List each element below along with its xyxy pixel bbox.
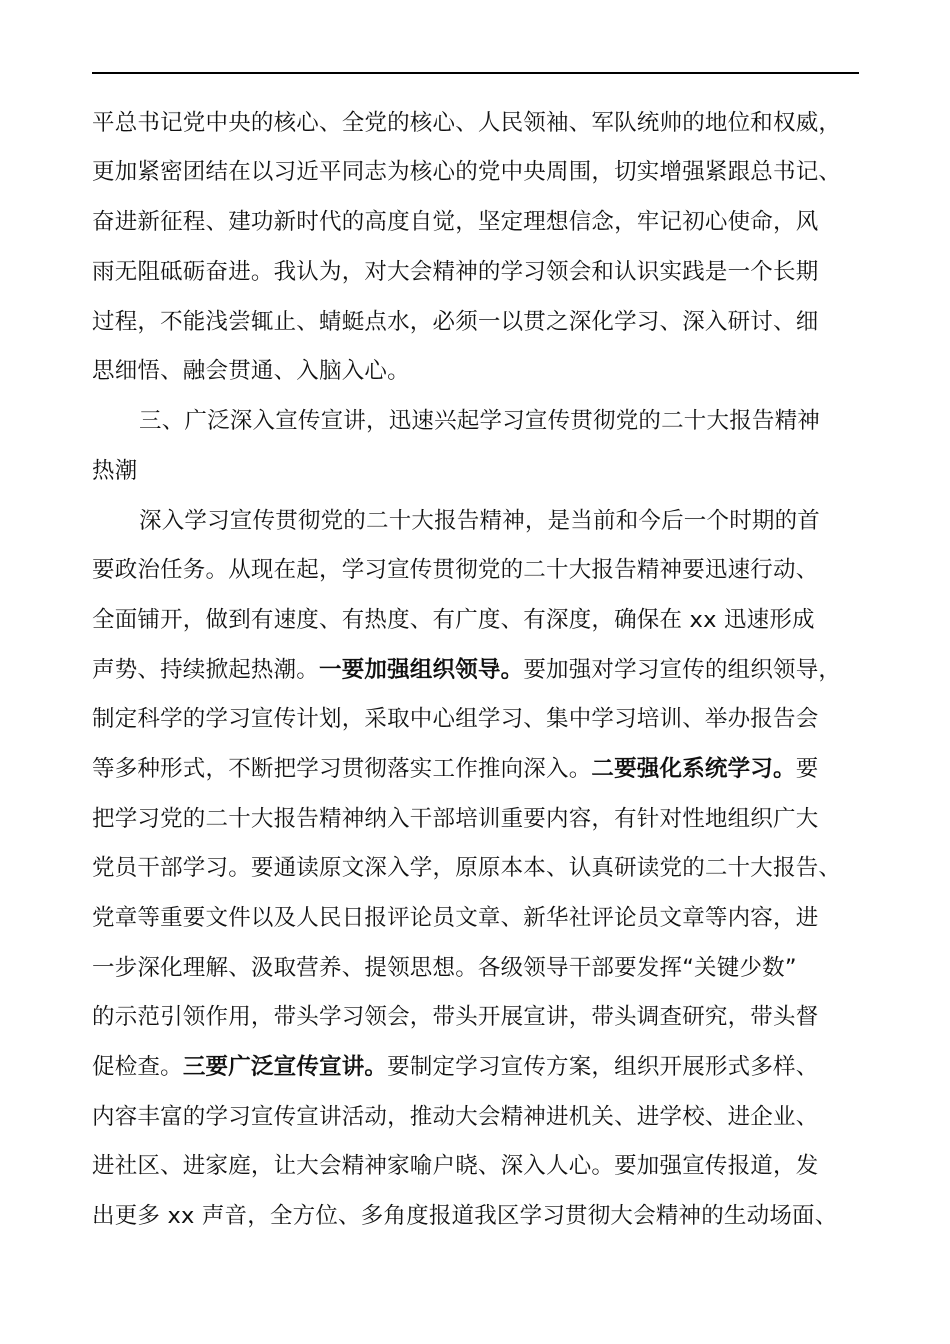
text-span: 声势、持续掀起热潮。 <box>92 657 320 683</box>
text-line: 奋进新征程、建功新时代的高度自觉，坚定理想信念，牢记初心使命，风 <box>92 209 819 235</box>
bold-point-1: 一要加强组织领导。 <box>319 657 524 683</box>
text-line: 制定科学的学习宣传计划，采取中心组学习、集中学习培训、举办报告会 <box>92 706 819 732</box>
text-span: 促检查。 <box>92 1054 183 1080</box>
text-line: 雨无阻砥砺奋进。我认为，对大会精神的学习领会和认识实践是一个长期 <box>92 259 819 285</box>
text-line: 思细悟、融会贯通、入脑入心。 <box>92 358 410 384</box>
text-line: 过程，不能浅尝辄止、蜻蜓点水，必须一以贯之深化学习、深入研讨、细 <box>92 309 819 335</box>
text-line: 的示范引领作用，带头学习领会，带头开展宣讲，带头调查研究，带头督 <box>92 1004 819 1030</box>
text-line: 出更多 xx 声音，全方位、多角度报道我区学习贯彻大会精神的生动场面、 <box>92 1203 838 1229</box>
bold-point-3: 三要广泛宣传宣讲。 <box>182 1054 388 1080</box>
text-line <box>92 1053 818 1081</box>
text-line: 党章等重要文件以及人民日报评论员文章、新华社评论员文章等内容，进 <box>92 905 819 931</box>
text-line: 更加紧密团结在以习近平同志为核心的党中央周围，切实增强紧跟总书记、 <box>92 159 842 185</box>
bold-point-2: 二要强化系统学习。 <box>591 756 796 782</box>
text-span: 要制定学习宣传方案，组织开展形式多样、 <box>387 1054 819 1080</box>
text-line: 平总书记党中央的核心、全党的核心、人民领袖、军队统帅的地位和权威， <box>92 110 842 136</box>
text-line <box>92 656 841 684</box>
section-heading: 热潮 <box>92 458 138 484</box>
text-line: 一步深化理解、汲取营养、提领思想。各级领导干部要发挥“关键少数” <box>92 955 797 981</box>
text-line: 党员干部学习。要通读原文深入学，原原本本、认真研读党的二十大报告、 <box>92 855 842 881</box>
text-span: 要 <box>795 756 819 782</box>
text-line: 把学习党的二十大报告精神纳入干部培训重要内容，有针对性地组织广大 <box>92 806 819 832</box>
text-line: 进社区、进家庭，让大会精神家喻户晓、深入人心。要加强宣传报道，发 <box>92 1153 819 1179</box>
section-heading: 三、广泛深入宣传宣讲，迅速兴起学习宣传贯彻党的二十大报告精神 <box>139 408 821 434</box>
text-line: 要政治任务。从现在起，学习宣传贯彻党的二十大报告精神要迅速行动、 <box>92 557 819 583</box>
text-line: 深入学习宣传贯彻党的二十大报告精神，是当前和今后一个时期的首 <box>139 508 821 534</box>
text-span: 等多种形式，不断把学习贯彻落实工作推向深入。 <box>92 756 592 782</box>
header-rule <box>92 72 859 74</box>
text-span: 要加强对学习宣传的组织领导， <box>523 657 842 683</box>
text-line: 全面铺开，做到有速度、有热度、有广度、有深度，确保在 xx 迅速形成 <box>92 607 815 633</box>
text-line <box>92 755 818 783</box>
text-line: 内容丰富的学习宣传宣讲活动，推动大会精神进机关、进学校、进企业、 <box>92 1104 819 1130</box>
